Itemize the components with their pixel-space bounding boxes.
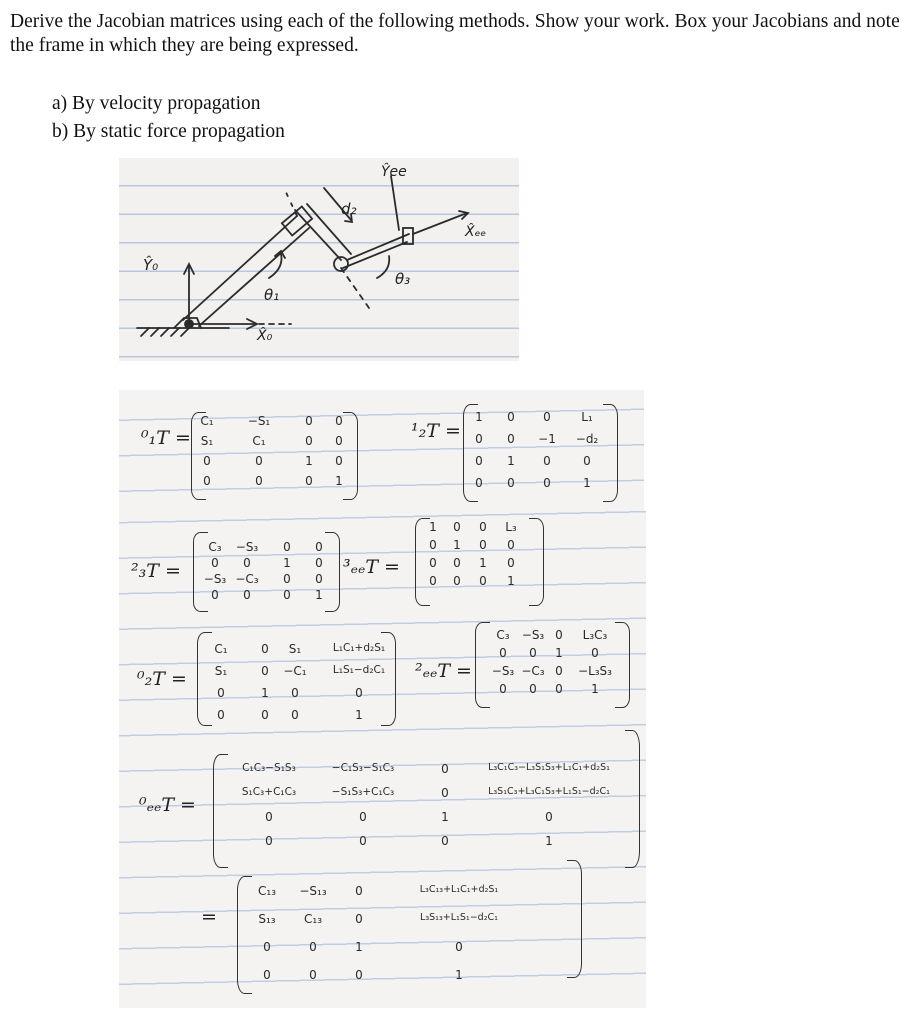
T23-cell-r3-c0: 0: [211, 588, 219, 602]
matrices-photo-top: [119, 390, 644, 515]
T01-cell-r1-c3: 0: [335, 434, 343, 448]
T02-cell-r0-c3: L₁C₁+d₂S₁: [332, 642, 386, 654]
T01-cell-r1-c0: S₁: [200, 434, 214, 448]
T02-cell-r0-c2: S₁: [288, 642, 302, 656]
T23-cell-r2-c0: −S₃: [203, 572, 227, 586]
T0ee-cell-r0-c2: 0: [441, 762, 449, 776]
T3ee-cell-r2-c0: 0: [429, 556, 437, 570]
T02-cell-r1-c1: 0: [261, 664, 269, 678]
T0ee-label: ⁰ₑₑT =: [139, 794, 196, 816]
T2ee-right-paren: [615, 622, 630, 708]
T3ee-cell-r1-c1: 1: [453, 538, 461, 552]
T2ee-cell-r1-c0: 0: [499, 646, 507, 660]
T0ee-cell-r0-c1: −C₁S₃−S₁C₃: [331, 762, 395, 774]
T23-cell-r1-c3: 0: [315, 556, 323, 570]
T3ee-cell-r0-c2: 0: [479, 520, 487, 534]
T02-cell-r1-c0: S₁: [214, 664, 228, 678]
T0ee_simplified-cell-r0-c3: L₃C₁₃+L₁C₁+d₂S₁: [419, 884, 499, 895]
T02-cell-r0-c1: 0: [261, 642, 269, 656]
T02-cell-r3-c2: 0: [291, 708, 299, 722]
part-a: a) By velocity propagation: [52, 93, 261, 114]
T2ee-left-paren: [475, 622, 490, 708]
T01-label: ⁰₁T =: [141, 427, 191, 449]
x0-label: X̂₀: [257, 328, 273, 344]
T0ee-cell-r0-c0: C₁C₃−S₁S₃: [242, 762, 296, 774]
T3ee-cell-r0-c0: 1: [429, 520, 437, 534]
T0ee_simplified-cell-r3-c2: 0: [355, 968, 363, 982]
T3ee-cell-r0-c3: L₃: [505, 520, 517, 534]
T23-cell-r2-c1: −C₃: [235, 572, 259, 586]
T0ee-cell-r0-c3: L₃C₁C₃−L₃S₁S₃+L₁C₁+d₂S₁: [488, 762, 610, 773]
T2ee-cell-r2-c1: −C₃: [521, 664, 545, 678]
T23-cell-r1-c1: 0: [243, 556, 251, 570]
T23-cell-r3-c3: 1: [315, 588, 323, 602]
T23-label: ²₃T =: [131, 560, 181, 582]
T3ee-cell-r2-c2: 1: [479, 556, 487, 570]
T0ee_simplified-cell-r3-c1: 0: [309, 968, 317, 982]
T01-cell-r0-c3: 0: [335, 414, 343, 428]
T3ee-label: ³ₑₑT =: [343, 556, 400, 578]
T02-cell-r1-c2: −C₁: [283, 664, 307, 678]
T02-cell-r0-c0: C₁: [214, 642, 228, 656]
T0ee_simplified-cell-r2-c3: 0: [455, 940, 463, 954]
T3ee-cell-r2-c1: 0: [453, 556, 461, 570]
T01-cell-r2-c3: 0: [335, 454, 343, 468]
T2ee-cell-r3-c1: 0: [529, 682, 537, 696]
T02-cell-r1-c3: L₁S₁−d₂C₁: [332, 664, 386, 676]
T01-cell-r2-c0: 0: [203, 454, 211, 468]
T2ee-cell-r2-c0: −S₃: [491, 664, 515, 678]
T12-cell-r1-c3: −d₂: [575, 432, 599, 446]
d2-label: d₂: [341, 200, 357, 218]
T02-label: ⁰₂T =: [137, 668, 187, 690]
T2ee-cell-r2-c2: 0: [555, 664, 563, 678]
T01-cell-r0-c1: −S₁: [247, 414, 271, 428]
T23-cell-r3-c2: 0: [283, 588, 291, 602]
T2ee-cell-r1-c3: 0: [591, 646, 599, 660]
parts-list: [52, 90, 285, 146]
T12-cell-r0-c2: 0: [543, 410, 551, 424]
T3ee-cell-r3-c1: 0: [453, 574, 461, 588]
T2ee-label: ²ₑₑT =: [415, 660, 472, 682]
T0ee-cell-r1-c2: 0: [441, 786, 449, 800]
T23-cell-r3-c1: 0: [243, 588, 251, 602]
T12-cell-r0-c3: L₁: [581, 410, 593, 424]
T0ee-cell-r3-c2: 0: [441, 834, 449, 848]
T0ee-cell-r3-c1: 0: [359, 834, 367, 848]
T23-cell-r2-c3: 0: [315, 572, 323, 586]
T12-cell-r0-c0: 1: [475, 410, 483, 424]
T01-cell-r3-c2: 0: [305, 474, 313, 488]
T12-cell-r2-c1: 1: [507, 454, 515, 468]
T3ee-cell-r3-c2: 0: [479, 574, 487, 588]
T01-cell-r2-c2: 1: [305, 454, 313, 468]
T23-cell-r0-c1: −S₃: [235, 540, 259, 554]
T12-right-paren: [603, 404, 618, 502]
T3ee-right-paren: [529, 518, 544, 606]
T12-cell-r2-c2: 0: [543, 454, 551, 468]
T0ee_simplified-cell-r0-c1: −S₁₃: [299, 884, 327, 898]
T23-cell-r1-c0: 0: [211, 556, 219, 570]
T01-cell-r0-c0: C₁: [200, 414, 214, 428]
yee-label: Ŷee: [381, 164, 407, 180]
T3ee-cell-r1-c3: 0: [507, 538, 515, 552]
T12-cell-r2-c3: 0: [583, 454, 591, 468]
T12-cell-r1-c0: 0: [475, 432, 483, 446]
T3ee-cell-r2-c3: 0: [507, 556, 515, 570]
T0ee_simplified-cell-r1-c2: 0: [355, 912, 363, 926]
y0-label: Ŷ₀: [143, 256, 159, 274]
T12-cell-r3-c2: 0: [543, 476, 551, 490]
T0ee_simplified-cell-r2-c1: 0: [309, 940, 317, 954]
T0ee-cell-r2-c0: 0: [265, 810, 273, 824]
T12-cell-r1-c2: −1: [538, 432, 556, 446]
problem-prompt: Derive the Jacobian matrices using each of the following methods. Show your work. Box your Jacobians and note the frame in which they are being expressed.: [10, 11, 900, 56]
T2ee-cell-r0-c1: −S₃: [521, 628, 545, 642]
theta3-label: θ₃: [395, 270, 411, 288]
T0ee-right-paren: [625, 730, 640, 868]
matrices-photo-main: [119, 510, 646, 1008]
T0ee-simplified-left-paren: [237, 876, 252, 994]
T0ee_simplified-cell-r3-c0: 0: [263, 968, 271, 982]
T3ee-cell-r0-c1: 0: [453, 520, 461, 534]
T12-cell-r3-c1: 0: [507, 476, 515, 490]
T0ee_simplified-cell-r3-c3: 1: [455, 968, 463, 982]
T12-cell-r0-c1: 0: [507, 410, 515, 424]
T0ee_simplified-cell-r0-c2: 0: [355, 884, 363, 898]
T02-cell-r3-c3: 1: [355, 708, 363, 722]
T2ee-cell-r1-c2: 1: [555, 646, 563, 660]
T0ee_simplified-cell-r2-c2: 1: [355, 940, 363, 954]
T23-cell-r0-c3: 0: [315, 540, 323, 554]
T0ee-cell-r1-c0: S₁C₃+C₁C₃: [241, 786, 297, 798]
T02-cell-r3-c1: 0: [261, 708, 269, 722]
T01-cell-r3-c3: 1: [335, 474, 343, 488]
T01-cell-r3-c0: 0: [203, 474, 211, 488]
T02-cell-r2-c3: 0: [355, 686, 363, 700]
T02-left-paren: [197, 632, 212, 726]
xee-label: X̂ₑₑ: [465, 224, 487, 240]
T3ee-cell-r1-c0: 0: [429, 538, 437, 552]
T01-cell-r3-c1: 0: [255, 474, 263, 488]
theta1-label: θ₁: [264, 286, 280, 304]
T0ee-cell-r3-c0: 0: [265, 834, 273, 848]
T2ee-cell-r1-c1: 0: [529, 646, 537, 660]
T0ee_simplified-cell-r1-c1: C₁₃: [304, 912, 322, 926]
T2ee-cell-r2-c3: −L₃S₃: [578, 664, 612, 678]
T0ee-left-paren: [213, 754, 228, 868]
T01-right-paren: [343, 412, 358, 500]
T0ee-cell-r1-c1: −S₁S₃+C₁C₃: [331, 786, 395, 798]
T0ee-cell-r2-c2: 1: [441, 810, 449, 824]
part-b: b) By static force propagation: [52, 121, 285, 142]
T02-cell-r2-c1: 1: [261, 686, 269, 700]
T0ee-cell-r2-c3: 0: [545, 810, 553, 824]
T0ee_simplified-cell-r1-c3: L₃S₁₃+L₁S₁−d₂C₁: [420, 912, 498, 923]
robot-sketch-photo: [119, 158, 519, 361]
T0ee_simplified-cell-r2-c0: 0: [263, 940, 271, 954]
robot-sketch-drawing: [119, 158, 519, 361]
T02-cell-r2-c2: 0: [291, 686, 299, 700]
T01-cell-r1-c2: 0: [305, 434, 313, 448]
T0ee-simplified-right-paren: [567, 860, 582, 978]
T23-cell-r1-c2: 1: [283, 556, 291, 570]
T12-label: ¹₂T =: [411, 420, 461, 442]
T0ee-cell-r1-c3: L₃S₁C₃+L₃C₁S₃+L₁S₁−d₂C₁: [488, 786, 610, 797]
T2ee-cell-r0-c0: C₃: [496, 628, 510, 642]
T23-cell-r2-c2: 0: [283, 572, 291, 586]
T0ee-cell-r3-c3: 1: [545, 834, 553, 848]
T3ee-cell-r3-c0: 0: [429, 574, 437, 588]
T23-right-paren: [325, 532, 340, 612]
T02-cell-r3-c0: 0: [217, 708, 225, 722]
T23-cell-r0-c2: 0: [283, 540, 291, 554]
T12-cell-r3-c0: 0: [475, 476, 483, 490]
T12-cell-r3-c3: 1: [583, 476, 591, 490]
T3ee-cell-r1-c2: 0: [479, 538, 487, 552]
T23-cell-r0-c0: C₃: [208, 540, 222, 554]
T0ee-cell-r2-c1: 0: [359, 810, 367, 824]
T2ee-cell-r3-c0: 0: [499, 682, 507, 696]
T0ee_simplified-cell-r1-c0: S₁₃: [258, 912, 276, 926]
T12-cell-r2-c0: 0: [475, 454, 483, 468]
T3ee-cell-r3-c3: 1: [507, 574, 515, 588]
T2ee-cell-r0-c3: L₃C₃: [582, 628, 608, 642]
T01-cell-r2-c1: 0: [255, 454, 263, 468]
T2ee-cell-r0-c2: 0: [555, 628, 563, 642]
T02-cell-r2-c0: 0: [217, 686, 225, 700]
T0ee_simplified-cell-r0-c0: C₁₃: [258, 884, 276, 898]
T2ee-cell-r3-c2: 0: [555, 682, 563, 696]
T12-cell-r1-c1: 0: [507, 432, 515, 446]
T3ee-left-paren: [415, 518, 430, 606]
T0ee-simplified-label: =: [201, 906, 217, 928]
T2ee-cell-r3-c3: 1: [591, 682, 599, 696]
T01-cell-r1-c1: C₁: [252, 434, 266, 448]
T01-cell-r0-c2: 0: [305, 414, 313, 428]
